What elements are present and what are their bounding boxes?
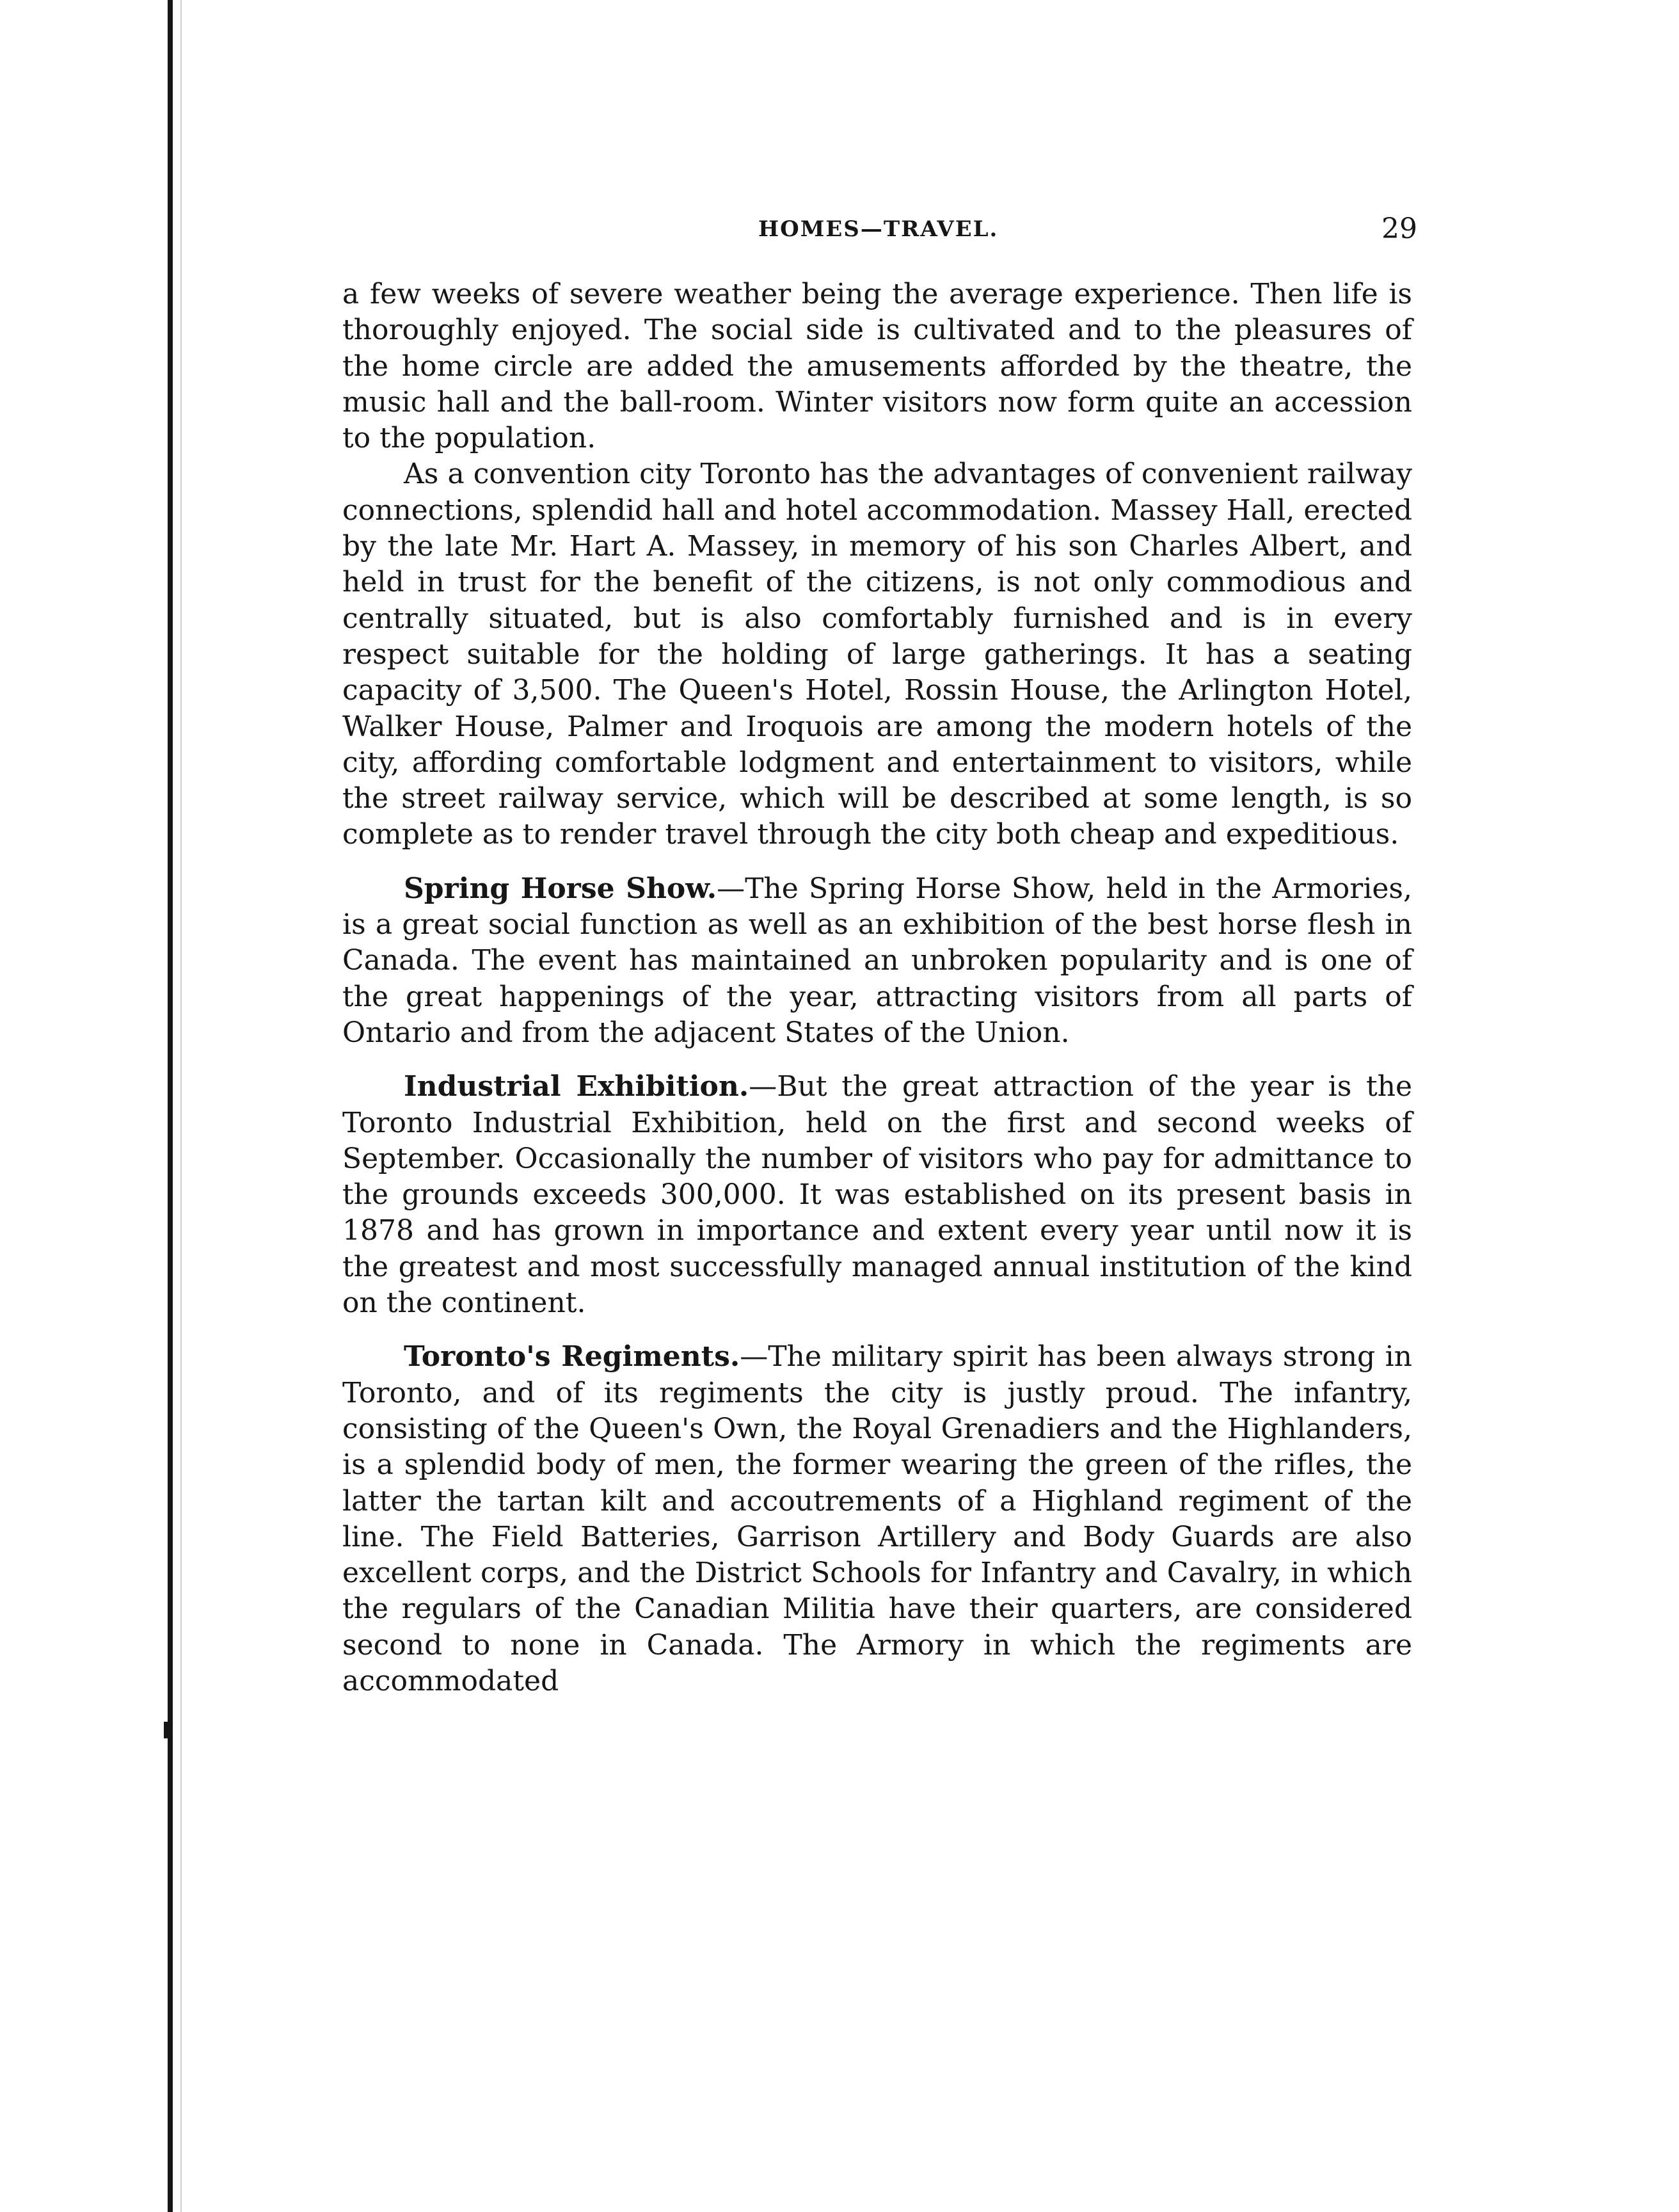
section-heading: Spring Horse Show. xyxy=(404,872,717,905)
page-gutter xyxy=(0,0,171,2212)
section-text: —The Spring Horse Show, held in the Armories, is a great social function as well as an exhibition of the best horse flesh in Canada. The event has maintained an unbroken popularity and is one of the great happenings of the year, attracting visitors from all parts of Ontario and from the adjacent States of the Union. xyxy=(342,872,1412,1049)
running-head: HOMES—TRAVEL. xyxy=(758,216,999,242)
page-header xyxy=(342,210,1417,248)
paragraph-convention-city: As a convention city Toronto has the advantages of convenient railway connections, splendid hall and hotel accommodation. Massey Hall, erected by the late Mr. Hart A. Massey, in memory of his son Charles Albert, and held in trust for the benefit of the citizens, is not only commodious and centrally situated, but is also comfortably furnished and is in every respect suitable for the holding of large gatherings. It has a seating capacity of 3,500. The Queen's Hotel, Rossin House, the Arlington Hotel, Walker House, Palmer and Iroquois are among the modern hotels of the city, affording comfortable lodgment and entertainment to visitors, while the street railway service, which will be described at some length, is so complete as to render travel through the city both cheap and expeditious. xyxy=(342,458,1412,851)
binding-edge xyxy=(168,0,173,2212)
section-spring-horse-show xyxy=(342,871,1412,1051)
page-number: 29 xyxy=(1381,212,1417,245)
section-industrial-exhibition xyxy=(342,1069,1412,1321)
section-heading: Industrial Exhibition. xyxy=(404,1070,749,1103)
section-text: —The military spirit has been always strong in Toronto, and of its regiments the city is justly proud. The infantry, consisting of the Queen's Own, the Royal Grenadiers and the Highlanders, is a splendid body of men, the former wearing the green of the rifles, the latter the tartan kilt and accoutrements of a Highland regiment of the line. The Field Batteries, Garrison Artillery and Body Guards are also excellent corps, and the District Schools for Infantry and Cavalry, in which the regulars of the Canadian Militia have their quarters, are considered second to none in Canada. The Armory in which the regiments are accommodated xyxy=(342,1340,1412,1697)
section-heading: Toronto's Regiments. xyxy=(404,1340,740,1374)
paragraph-winter: a few weeks of severe weather being the average experience. Then life is thoroughly enjoyed. The social side is cultivated and to the pleasures of the home circle are added the amusements afforded by the theatre, the music hall and the ball-room. Winter visitors now form quite an accession to the population. xyxy=(342,278,1412,455)
binding-shadow xyxy=(180,0,182,2212)
binding-mark xyxy=(164,1722,168,1738)
section-torontos-regiments xyxy=(342,1339,1412,1699)
section-text: —But the great attraction of the year is the Toronto Industrial Exhibition, held on the first and second weeks of September. Occasionally the number of visitors who pay for admittance to the grounds exceeds 300,000. It was established on its present basis in 1878 and has grown in importance and extent every year until now it is the greatest and most successfully managed annual institution of the kind on the continent. xyxy=(342,1070,1413,1320)
body-text xyxy=(342,276,1412,1699)
